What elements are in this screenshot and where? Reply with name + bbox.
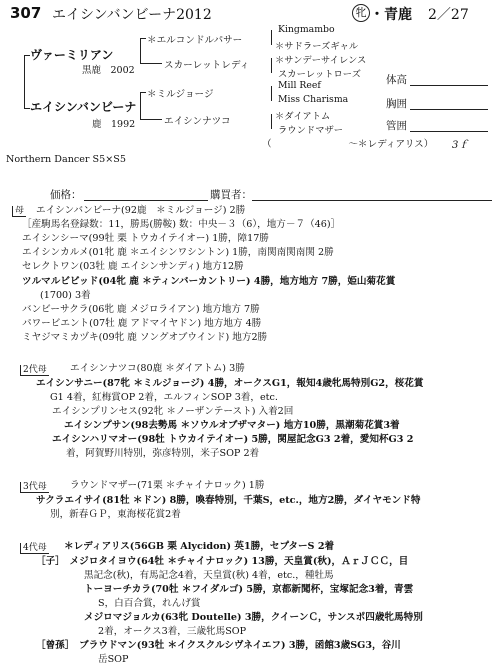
progeny-row: サクラエイサイ(81牡 ＊ドン) 8勝，喚春特別，千葉S，etc.，地方2勝，ダイヤモンド特 bbox=[36, 495, 421, 506]
cannon-field[interactable] bbox=[410, 118, 488, 132]
lot-number: 307 bbox=[10, 4, 42, 22]
gen3-8: ラウンドマザー bbox=[278, 125, 344, 136]
tail-female-line: （ ～＊レディアリス） bbox=[262, 139, 434, 150]
progeny-row-cont: 着，阿賀野川特別，弥彦特別，米子SOP 2着 bbox=[66, 448, 260, 459]
progeny-row: メジロマジョルカ(63牝 Doutelle) 3勝，クイーンＣ，サンスポ四歳牝馬特別 bbox=[84, 612, 423, 623]
gen2-1: ＊エルコンドルパサー bbox=[147, 35, 243, 46]
girth-field[interactable] bbox=[410, 96, 488, 110]
progeny-row: エイシンサニー(87牝 ＊ミルジョージ) 4勝，オークスG1，報知4歳牝馬特別G2，桜花賞 bbox=[36, 378, 424, 389]
gen3-6: Miss Charisma bbox=[278, 94, 349, 105]
section-label-3rd-dam: 3代母 bbox=[20, 482, 49, 493]
horse-name: エイシンバンビーナ2012 bbox=[52, 7, 212, 23]
gen3-5: Mill Reef bbox=[278, 80, 321, 91]
gen2-4: エイシンナツコ bbox=[164, 116, 231, 127]
second-dam-line: エイシンナツコ(80鹿 ＊ダイアトム) 3勝 bbox=[70, 363, 245, 374]
gen2-2: スカーレットレディ bbox=[164, 60, 250, 71]
height-field[interactable] bbox=[410, 72, 488, 86]
progeny-row-cont: 岳SOP bbox=[98, 654, 129, 665]
gen3-3: ＊サンデーサイレンス bbox=[275, 55, 367, 66]
price-field[interactable] bbox=[84, 187, 208, 201]
progeny-row: トーヨーチカラ(70牡 ＊フイダルゴ) 5勝，京都新聞杯，宝塚記念3着，青雲 bbox=[84, 584, 414, 595]
progeny-row: エイシンプサン(98去勢馬 ＊ソウルオブザマター) 地方10勝，黒潮菊花賞3着 bbox=[64, 420, 400, 431]
progeny-row: エイシンハリマオー(98牡 トウカイテイオー) 5勝，関屋記念G3 2着，愛知杯G3 2 bbox=[52, 434, 414, 445]
cannon-label: 管囲 bbox=[386, 120, 407, 132]
gen3-7: ＊ダイアトム bbox=[275, 111, 331, 122]
buyer-field[interactable] bbox=[252, 187, 492, 201]
birth-date: 2／27 bbox=[428, 7, 469, 23]
fourth-dam-line: ＊レディアリス(56GB 栗 Alycidon) 英1勝，セプターS 2着 bbox=[64, 541, 335, 552]
section-label-2nd-dam: 2代母 bbox=[20, 365, 49, 376]
progeny-row: ミヤジマミカヅキ(09牝 鹿 ソングオブウインド) 地方2勝 bbox=[22, 332, 268, 343]
sire-name: ヴァーミリアン bbox=[30, 48, 114, 62]
height-label: 体高 bbox=[386, 74, 407, 86]
progeny-row: パワービエント(07牡 鹿 アドマイヤドン) 地方地方 4勝 bbox=[22, 318, 262, 329]
dam-progeny-summary: ［産駒馬名登録数：11，勝馬(勝鞍) 数：中央－３（6），地方－７（46)］ bbox=[22, 219, 341, 230]
progeny-row: ［曾孫］ ブラウドマン(93牡 ＊イクスクルシヴネイエフ) 3勝，函館3歳SG3，谷川 bbox=[36, 640, 401, 651]
tail-family-number: 3ｆ bbox=[452, 140, 469, 151]
dam-color-year: 鹿 1992 bbox=[92, 119, 136, 130]
progeny-row-cont: 別，新春ＧＰ，東海桜花賞2着 bbox=[50, 509, 181, 520]
progeny-row: セレクトワン(03牡 鹿 エイシンサンディ) 地方12勝 bbox=[22, 261, 244, 272]
price-label: 価格： bbox=[50, 189, 82, 201]
gen3-2: ＊サドラーズギャル bbox=[275, 41, 359, 52]
inbreeding-note: Northern Dancer S5×S5 bbox=[6, 154, 126, 165]
progeny-row-cont: 2着，オークス3着，三歳牝馬SOP bbox=[98, 626, 247, 637]
section-label-4th-dam: 4代母 bbox=[20, 543, 49, 554]
sex-mark: 牝 bbox=[352, 4, 370, 22]
progeny-row: ［子］ メジロタイヨウ(64牡 ＊チャイナロック) 13勝，天皇賞(秋)，ＡｒＪＣＣ，目 bbox=[36, 556, 409, 567]
progeny-row: バンビーサクラ(06牝 鹿 メジロライアン) 地方地方 7勝 bbox=[22, 304, 260, 315]
horse-color: ・青鹿 bbox=[370, 7, 412, 23]
girth-label: 胸囲 bbox=[386, 98, 407, 110]
progeny-row-cont: G1 4着，紅梅賞OP 2着，エルフィンSOP 3着，etc. bbox=[50, 392, 278, 403]
progeny-row: エイシンシーマ(99牡 栗 トウカイテイオー) 1勝，障17勝 bbox=[22, 233, 269, 244]
progeny-row-cont: (1700) 3着 bbox=[40, 290, 91, 301]
progeny-row-cont: 黒記念(秋)，有馬記念4着，天皇賞(秋) 4着，etc.，種牡馬 bbox=[84, 570, 334, 581]
gen3-1: Kingmambo bbox=[278, 24, 335, 35]
progeny-row: エイシンカルメ(01牝 鹿 ＊エイシンワシントン) 1勝，南関南関南関 2勝 bbox=[22, 247, 334, 258]
progeny-row: ツルマルビビッド(04牝 鹿 ＊ティンバーカントリー) 4勝，地方地方 7勝，姫山菊花賞 bbox=[22, 276, 396, 287]
third-dam-line: ラウンドマザー(71栗 ＊チャイナロック) 1勝 bbox=[70, 480, 265, 491]
dam-line: エイシンバンビーナ(92鹿 ＊ミルジョージ) 2勝 bbox=[36, 205, 246, 216]
progeny-row: エイシンプリンセス(92牝 ＊ノーザンテースト) 入着2回 bbox=[52, 406, 294, 417]
gen2-3: ＊ミルジョージ bbox=[147, 89, 214, 100]
dam-name: エイシンバンビーナ bbox=[30, 100, 137, 114]
sire-color-year: 黒鹿 2002 bbox=[82, 65, 135, 76]
section-label-dam: 母 bbox=[12, 206, 26, 217]
gen3-4: スカーレットローズ bbox=[278, 69, 361, 80]
progeny-row-cont: S，白百合賞，れんげ賞 bbox=[98, 598, 201, 609]
buyer-label: 購買者： bbox=[210, 189, 252, 201]
